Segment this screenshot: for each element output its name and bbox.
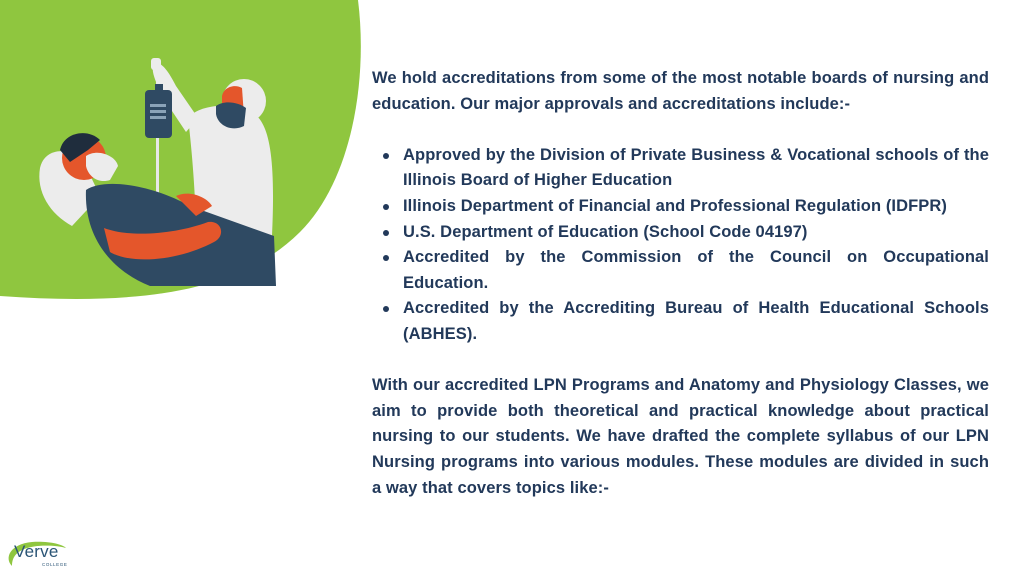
verve-college-logo <box>4 538 68 572</box>
list-item: Accredited by the Commission of the Council on Occupational Education. <box>403 245 989 296</box>
list-item: Approved by the Division of Private Business & Vocational schools of the Illinois Board of Higher Education <box>403 143 989 194</box>
logo-subtitle: COLLEGE <box>42 562 68 567</box>
nurse-patient-illustration <box>0 0 300 300</box>
content-text <box>372 66 989 501</box>
list-item: U.S. Department of Education (School Code 04197) <box>403 220 989 246</box>
intro-paragraph: We hold accreditations from some of the most notable boards of nursing and education. Our major approvals and accreditations include:- <box>372 69 989 113</box>
closing-paragraph: With our accredited LPN Programs and Anatomy and Physiology Classes, we aim to provide both theoretical and practical knowledge about practical nursing to our students. We have drafted the complete syllabus of our LPN Nursing programs into various modules. These modules are divided in such a way that covers topics like:- <box>372 376 989 497</box>
logo-name: Verve <box>14 542 59 561</box>
accreditation-list <box>372 143 989 348</box>
list-item: Accredited by the Accrediting Bureau of Health Educational Schools (ABHES). <box>403 296 989 347</box>
list-item: Illinois Department of Financial and Professional Regulation (IDFPR) <box>403 194 989 220</box>
